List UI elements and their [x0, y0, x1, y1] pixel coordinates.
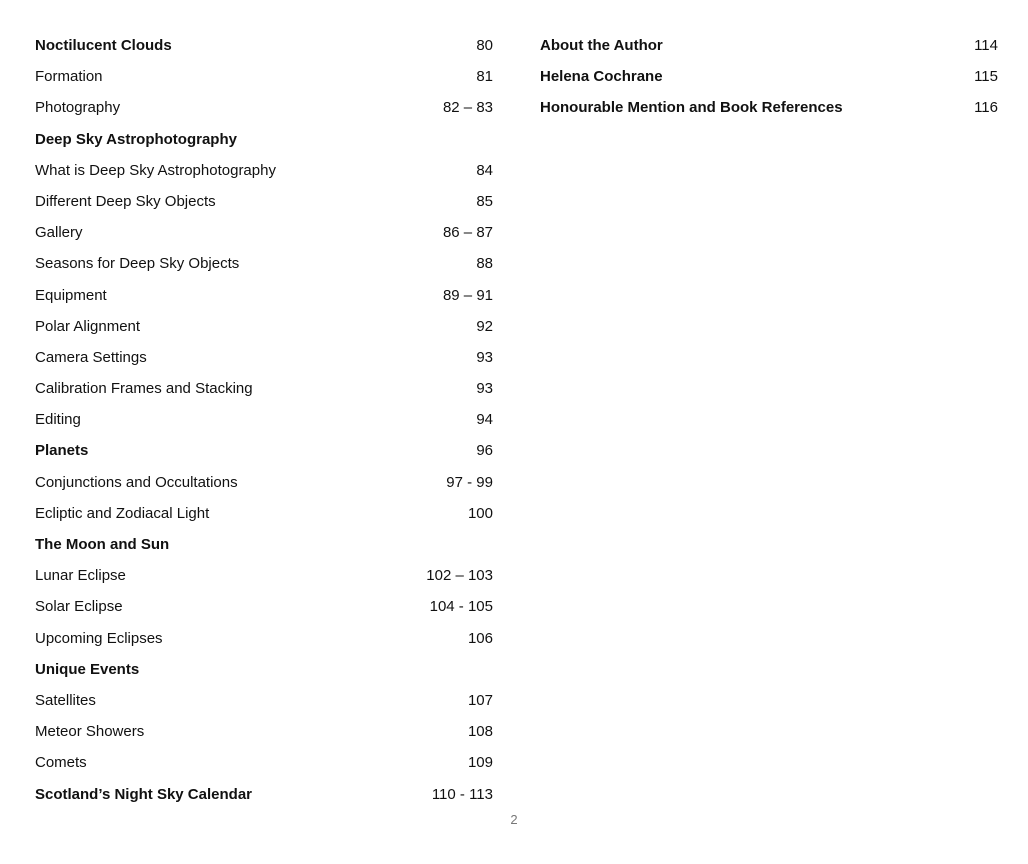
toc-entry[interactable]	[35, 248, 493, 279]
toc-entry-title: Editing	[35, 411, 81, 429]
toc-entry-page: 97 - 99	[446, 473, 493, 491]
toc-entry-title: Noctilucent Clouds	[35, 37, 172, 54]
toc-entry-title: Comets	[35, 754, 87, 772]
toc-entry[interactable]	[35, 716, 493, 747]
toc-entry-title: Camera Settings	[35, 348, 147, 366]
toc-entry-title: Equipment	[35, 286, 107, 304]
toc-entry[interactable]	[35, 280, 493, 311]
toc-entry-page: 114	[974, 37, 998, 54]
page-number: 2	[510, 812, 518, 827]
toc-entry[interactable]	[35, 373, 493, 404]
toc-entry-title: Satellites	[35, 691, 96, 709]
toc-entry-page: 84	[476, 161, 493, 179]
toc-entry-title: Seasons for Deep Sky Objects	[35, 255, 240, 273]
toc-entry[interactable]	[540, 30, 998, 61]
toc-entry-title: Meteor Showers	[35, 723, 145, 741]
toc-entry[interactable]	[35, 404, 493, 435]
toc-entry-page: 110 - 113	[431, 785, 493, 803]
toc-entry[interactable]	[35, 560, 493, 591]
toc-entry-page: 104 - 105	[429, 598, 493, 616]
toc-entry[interactable]	[35, 124, 493, 155]
toc-entry-page: 115	[974, 68, 998, 86]
toc-entry-page: 86 – 87	[442, 224, 493, 242]
toc-entry-title: Solar Eclipse	[35, 598, 123, 616]
toc-entry-page: 88	[476, 255, 493, 273]
toc-entry[interactable]	[35, 623, 493, 654]
toc-entry-title: Helena Cochrane	[540, 68, 663, 86]
toc-entry-page: 116	[974, 99, 998, 117]
toc-entry-title: Planets	[35, 442, 89, 460]
toc-entry-page: 109	[467, 754, 493, 772]
toc-entry-title: What is Deep Sky Astrophotography	[35, 161, 276, 179]
toc-entry-page: 107	[467, 691, 493, 709]
toc-entry[interactable]	[35, 311, 493, 342]
toc-entry-title: Different Deep Sky Objects	[35, 192, 216, 210]
toc-entry-title: About the Author	[540, 37, 663, 54]
toc-entry-page: 106	[467, 629, 493, 647]
toc-entry-title: Upcoming Eclipses	[35, 629, 163, 647]
toc-entry[interactable]	[35, 467, 493, 498]
toc-entry-title: Conjunctions and Occultations	[35, 473, 238, 491]
toc-entry-page: 92	[476, 317, 493, 335]
toc-entry[interactable]	[35, 779, 493, 810]
toc-entry-title: Unique Events	[35, 660, 140, 678]
toc-entry-page: 94	[476, 411, 493, 429]
toc-entry[interactable]	[35, 654, 493, 685]
toc-entry[interactable]	[35, 435, 493, 466]
toc-entry-title: The Moon and Sun	[35, 536, 170, 553]
toc-entry-title: Formation	[35, 68, 103, 86]
toc-left-column	[35, 30, 493, 810]
toc-entry[interactable]	[35, 155, 493, 186]
toc-entry-page: 93	[476, 380, 493, 398]
toc-entry[interactable]	[540, 61, 998, 92]
toc-entry-title: Honourable Mention and Book References	[540, 99, 843, 117]
toc-entry-page: 102 – 103	[426, 567, 493, 585]
toc-entry-page: 93	[476, 348, 493, 366]
toc-entry-title: Deep Sky Astrophotography	[35, 130, 237, 148]
toc-entry-title: Calibration Frames and Stacking	[35, 380, 253, 398]
toc-entry-page: 80	[476, 37, 493, 54]
toc-entry-title: Lunar Eclipse	[35, 567, 126, 585]
toc-entry-page: 96	[476, 442, 493, 460]
toc-entry[interactable]	[35, 342, 493, 373]
toc-entry-title: Gallery	[35, 224, 83, 242]
toc-entry-title: Polar Alignment	[35, 317, 141, 335]
toc-entry[interactable]	[35, 685, 493, 716]
toc-entry[interactable]	[35, 92, 493, 123]
toc-entry[interactable]	[540, 92, 998, 123]
toc-entry[interactable]	[35, 30, 493, 61]
toc-entry[interactable]	[35, 61, 493, 92]
toc-entry[interactable]	[35, 747, 493, 778]
toc-entry-page: 108	[467, 723, 493, 741]
toc-entry-page: 81	[476, 68, 493, 86]
toc-entry[interactable]	[35, 186, 493, 217]
toc-entry-page: 82 – 83	[442, 99, 493, 117]
toc-entry-title: Ecliptic and Zodiacal Light	[35, 504, 210, 522]
toc-entry-page: 100	[467, 504, 493, 522]
toc-entry-page: 85	[476, 192, 493, 210]
toc-entry[interactable]	[35, 217, 493, 248]
toc-entry[interactable]	[35, 498, 493, 529]
toc-right-column	[540, 30, 998, 124]
toc-entry-title: Photography	[35, 99, 121, 117]
toc-entry-page: 89 – 91	[442, 286, 493, 304]
toc-entry[interactable]	[35, 591, 493, 622]
toc-entry-title: Scotland’s Night Sky Calendar	[35, 785, 252, 803]
toc-entry[interactable]	[35, 529, 493, 560]
